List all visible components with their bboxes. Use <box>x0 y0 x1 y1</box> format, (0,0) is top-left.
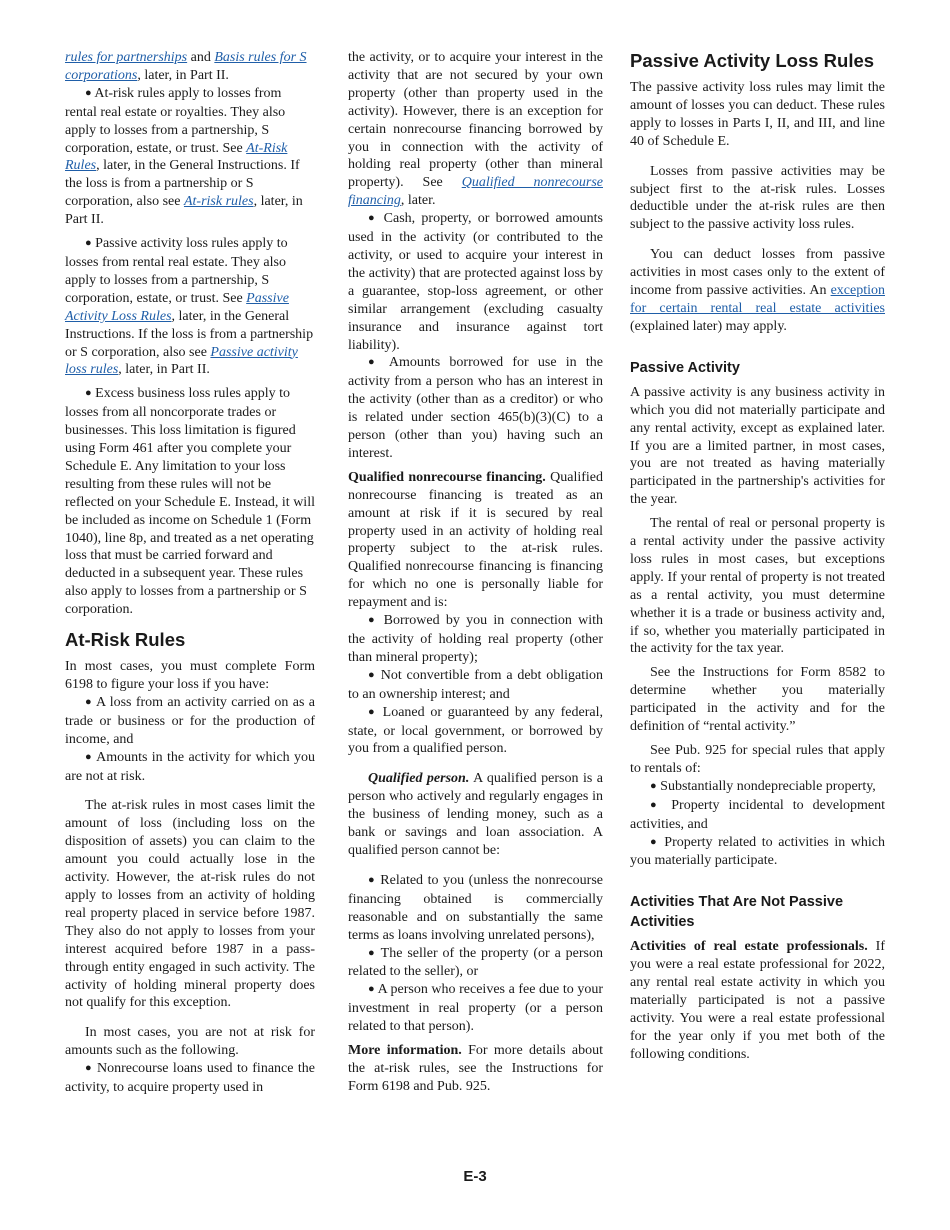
bullet-borrowed-by-you: ● Borrowed by you in connection with the activity of holding real property (other than mineral property); <box>348 613 604 665</box>
paragraph-qualified-nonrecourse-financing: Qualified nonrecourse financing. Qualified nonrecourse financing is treated as an amount at risk if it is secured by real property used in an activity of holding real property subject to the at-risk rules. Qualified nonrecourse financing is financing for which no one is personally liable for repayment and is: <box>348 469 603 611</box>
paragraph-passive-activity-def: A passive activity is any business activity in which you did not materially participate and any rental activity, except as explained later. If you are a limited partner, in most cases, you are not treated as having materially participated in the partnership's activities for the year. <box>630 384 885 508</box>
bullet-icon: ● <box>368 983 375 996</box>
paragraph-pal-intro: The passive activity loss rules may limit the amount of losses you can deduct. These rules apply to losses in Parts I, II, and III, and line 40 of Schedule E. <box>630 80 885 149</box>
cross-reference-link[interactable]: exception for certain rental real estate activities <box>630 283 885 316</box>
cross-reference-link[interactable]: Basis rules for S corporations <box>65 50 307 83</box>
paragraph-nonrecourse-continued: the activity, or to acquire your interest in the activity that are not secured by your own property (other than property used in the activity). However, there is an exception for certain nonrecourse financing borrowed by you in connection with the activity of holding real property (other than mineral property). See Qualified nonrecourse financing, later. <box>348 50 603 209</box>
cross-reference-link[interactable]: At-Risk Rules <box>65 140 288 174</box>
bullet-icon: ● <box>650 779 657 792</box>
column-1 <box>65 49 315 1097</box>
paragraph-partnership-links: rules for partnerships and Basis rules for S corporations, later, in Part II. <box>65 50 307 83</box>
paragraph-form-8582: See the Instructions for Form 8582 to determine whether you materially participated in the activity and for the definition of “rental activity.” <box>630 665 885 735</box>
bullet-icon: ● <box>85 387 92 400</box>
bullet-not-convertible: ● Not convertible from a debt obligation to an ownership interest; and <box>348 667 603 702</box>
bullet-incidental-property: ● Property incidental to development activities, and <box>630 797 885 832</box>
cross-reference-link[interactable]: rules for partnerships <box>65 50 188 65</box>
paragraph-pal-deduct: You can deduct losses from passive activities in most cases only to the extent of income from passive activities. An exception for certain rental real estate activities (explained later) may apply. <box>630 247 885 334</box>
paragraph-not-at-risk: In most cases, you are not at risk for amounts such as the following. <box>65 1025 315 1059</box>
bullet-loaned-or-guaranteed: ● Loaned or guaranteed by any federal, state, or local government, or borrowed by you from a qualified person. <box>348 704 603 757</box>
bullet-person-receives-fee: ● A person who receives a fee due to your investment in real property (or a person related to that person). <box>348 982 604 1035</box>
paragraph-pal-at-risk-first: Losses from passive activities may be subject first to the at-risk rules. Losses deductible under the at-risk rules are then subject to the passive activity loss rules. <box>630 163 885 233</box>
run-in-heading: Qualified nonrecourse financing. <box>348 469 546 485</box>
run-in-heading: Qualified person. <box>368 771 470 787</box>
bullet-icon: ● <box>368 705 377 718</box>
cross-reference-link[interactable]: Passive Activity Loss Rules <box>65 290 289 324</box>
bullet-icon: ● <box>85 237 92 250</box>
cross-reference-link[interactable]: Qualified nonrecourse financing <box>348 175 603 209</box>
cross-reference-link[interactable]: Passive activity loss rules <box>65 344 298 378</box>
paragraph-at-risk-limit: The at-risk rules in most cases limit the amount of loss (including loss on the disposition of assets) you can claim to the amount you could actually lose in the activity. However, the at-risk rules do not apply to losses from an activity of holding real property placed in service before 1987. They also do not apply to losses from your interest acquired before 1987 in a pass-through entity engaged in such activity. The activity of holding mineral property does not qualify for this exception. <box>65 798 315 1011</box>
bullet-loss-from-activity: ● A loss from an activity carried on as a trade or business or for the production of income, and <box>65 694 315 747</box>
bullet-nonrecourse-loans: ● Nonrecourse loans used to finance the activity, to acquire property used in <box>65 1061 315 1096</box>
bullet-icon: ● <box>368 668 376 681</box>
heading-passive-activity: Passive Activity <box>630 359 740 376</box>
heading-at-risk-rules: At-Risk Rules <box>65 629 186 651</box>
bullet-icon: ● <box>650 798 663 811</box>
paragraph-real-estate-professionals: Activities of real estate professionals. If you were a real estate professional for 2022, any rental real estate activity in which you materially participated is not a passive activity. You were a real estate professional for the year only if you met both of the following conditions. <box>630 939 885 1062</box>
bullet-icon: ● <box>650 835 659 848</box>
bullet-excess-business-loss: ● Excess business loss rules apply to losses from all noncorporate trades or businesses. This loss limitation is figured using Form 461 after you complete your Schedule E. Any limitation to your loss resulting from these rules will not be reflected on your Schedule E. Instead, it will be included as income on Schedule 1 (Form 1040), line 8p, and treated as a net operating loss that must be carried forward and deducted in a subsequent year. These rules also apply to losses from a partnership or S corporation. <box>65 386 315 618</box>
bullet-icon: ● <box>368 873 376 886</box>
paragraph-qualified-person: Qualified person. A qualified person is a person who actively and regularly engages in the business of lending money, such as a bank or savings and loan association. A qualified person cannot be: <box>348 771 604 858</box>
heading-passive-activity-loss-rules: Passive Activity Loss Rules <box>630 50 875 71</box>
column-2 <box>348 49 603 1096</box>
bullet-at-risk-rules: ● At-risk rules apply to losses from rental real estate or royalties. They also apply to losses from a partnership, S corporation, estate, or trust. See At-Risk Rules, later, in the General Instructions. If the loss is from a partnership or S corporation, also see At-risk rules, later, in Part II. <box>65 85 303 228</box>
run-in-heading: Activities of real estate professionals. <box>630 939 868 955</box>
bullet-passive-activity-loss-rules: ● Passive activity loss rules apply to losses from rental real estate. They also apply to losses from a partnership, S corporation, estate, or trust. See Passive Activity Loss Rules, later, in the General Instructions. If the loss is from a partnership or S corporation, also see Passive activity loss rules, later, in Part II. <box>65 236 314 378</box>
bullet-cash-property: ● Cash, property, or borrowed amounts used in the activity (or contributed to the activity, or used to acquire your interest in the activity) that are protected against loss by a guarantee, stop-loss agreement, or other similar arrangement (excluding casualty insurance and insurance against tort liability). <box>348 211 603 353</box>
bullet-amounts-not-at-risk: ● Amounts in the activity for which you are not at risk. <box>65 749 315 784</box>
bullet-seller-of-property: ● The seller of the property (or a person related to the seller), or <box>348 945 603 980</box>
bullet-icon: ● <box>85 86 92 99</box>
bullet-icon: ● <box>85 1062 93 1075</box>
paragraph-rental-activity: The rental of real or personal property is a rental activity under the passive activity loss rules in most cases, but exceptions apply. If your rental of property is not treated as a rental activity, you must determine whether it is a trade or business activity and, if so, whether you materially participated in the activity for the tax year. <box>630 516 885 657</box>
paragraph-more-information: More information. For more details about the at-risk rules, see the Instructions for Form 6198 and Pub. 925. <box>348 1043 603 1094</box>
run-in-heading: More information. <box>348 1043 462 1059</box>
bullet-related-to-you: ● Related to you (unless the nonrecourse financing obtained is commercially reasonable and on substantially the same terms as loans involving unrelated persons), <box>348 872 603 943</box>
paragraph-pub-925: See Pub. 925 for special rules that apply to rentals of: <box>630 743 885 776</box>
column-3 <box>630 49 885 1064</box>
bullet-icon: ● <box>85 750 93 763</box>
bullet-icon: ● <box>368 212 378 225</box>
bullet-related-property: ● Property related to activities in which you materially participate. <box>630 834 885 869</box>
bullet-nondepreciable-property: ● Substantially nondepreciable property, <box>650 778 876 794</box>
bullet-icon: ● <box>368 356 381 369</box>
page-number: E-3 <box>463 1168 487 1185</box>
bullet-icon: ● <box>85 695 93 708</box>
bullet-icon: ● <box>368 946 377 959</box>
cross-reference-link[interactable]: At-risk rules <box>183 194 254 210</box>
bullet-amounts-borrowed: ● Amounts borrowed for use in the activity from a person who has an interest in the activity (other than as a creditor) or who is related under section 465(b)(3)(C) to a person (other than you) having such an interest. <box>348 355 603 461</box>
paragraph-at-risk-intro: In most cases, you must complete Form 6198 to figure your loss if you have: <box>65 659 315 692</box>
bullet-icon: ● <box>368 614 378 627</box>
heading-not-passive-activities: Activities That Are Not Passive Activities <box>630 894 844 931</box>
